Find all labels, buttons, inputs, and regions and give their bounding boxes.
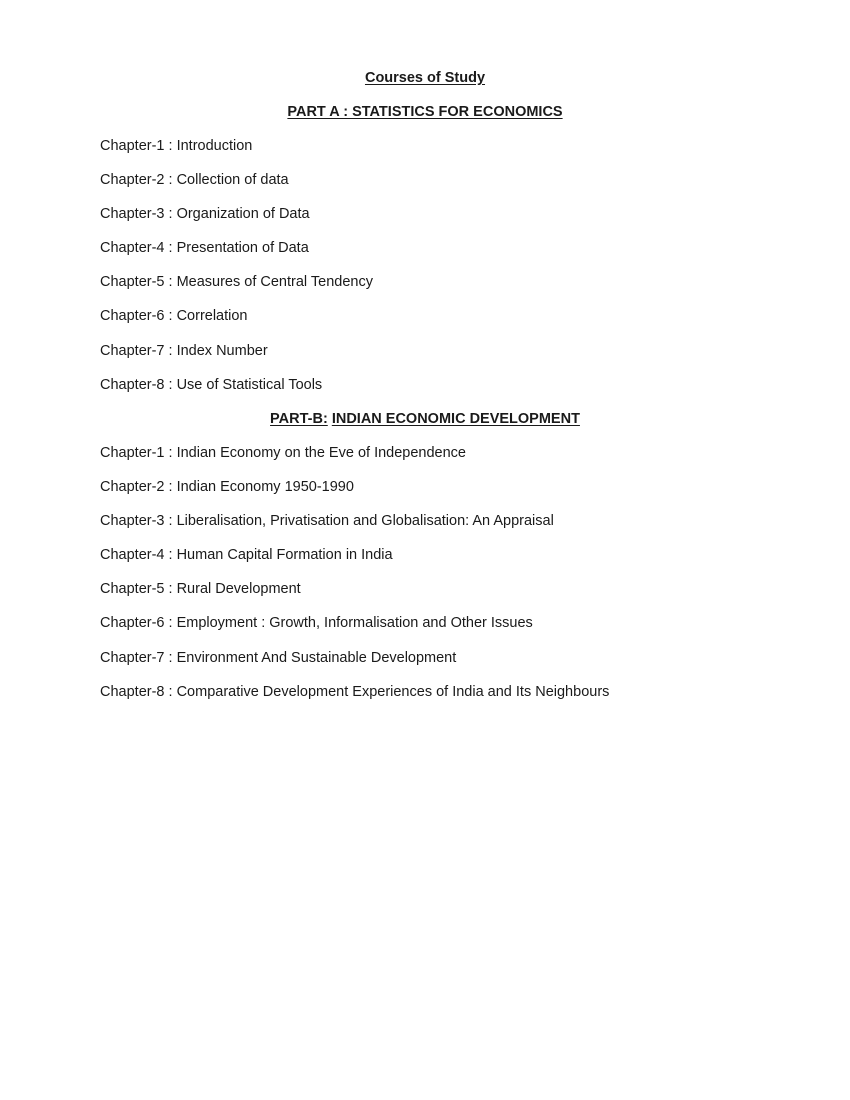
list-item <box>100 342 373 376</box>
list-item <box>100 171 373 205</box>
chapter-number: Chapter-1 : <box>100 138 173 154</box>
chapter-title: Correlation <box>176 308 248 325</box>
chapter-title: Index Number <box>176 342 268 359</box>
chapter-number: Chapter-2 : <box>100 479 173 496</box>
chapter-title: Comparative Development Experiences of India and Its Neighbours <box>176 683 610 700</box>
chapter-number: Chapter-3 : <box>100 513 173 530</box>
chapter-title: Introduction <box>176 138 253 154</box>
chapter-title: Human Capital Formation in India <box>176 547 393 564</box>
part-b-heading-prefix: PART-B: <box>270 411 328 427</box>
chapter-number: Chapter-8 : <box>100 376 173 393</box>
page-title-text: Courses of Study <box>364 70 486 86</box>
list-item <box>100 239 373 273</box>
chapter-title: Use of Statistical Tools <box>176 376 323 393</box>
part-b-heading <box>0 410 850 428</box>
chapter-number: Chapter-2 : <box>100 172 173 189</box>
chapter-number: Chapter-6 : <box>100 308 173 325</box>
list-item <box>100 273 373 307</box>
list-item <box>100 205 373 239</box>
chapter-title: Indian Economy on the Eve of Independence <box>176 445 466 461</box>
chapter-number: Chapter-5 : <box>100 581 173 598</box>
chapter-title: Liberalisation, Privatisation and Globalisation: An Appraisal <box>176 513 554 530</box>
list-item <box>100 376 373 410</box>
list-item <box>100 137 373 171</box>
part-a-chapter-list <box>100 137 373 410</box>
list-item <box>100 478 609 512</box>
part-b-heading-text: INDIAN ECONOMIC DEVELOPMENT <box>331 411 580 427</box>
chapter-number: Chapter-8 : <box>100 683 173 700</box>
chapter-number: Chapter-7 : <box>100 649 173 666</box>
chapter-number: Chapter-6 : <box>100 615 173 632</box>
chapter-title: Rural Development <box>176 581 301 598</box>
list-item <box>100 614 609 648</box>
list-item <box>100 580 609 614</box>
part-b-chapter-list <box>100 444 609 717</box>
list-item <box>100 512 609 546</box>
list-item <box>100 683 609 717</box>
chapter-title: Indian Economy 1950-1990 <box>176 479 354 496</box>
chapter-title: Collection of data <box>176 172 289 189</box>
chapter-number: Chapter-4 : <box>100 240 173 257</box>
list-item <box>100 307 373 341</box>
chapter-number: Chapter-3 : <box>100 206 173 223</box>
chapter-title: Organization of Data <box>176 206 310 223</box>
chapter-number: Chapter-7 : <box>100 342 173 359</box>
chapter-title: Employment : Growth, Informalisation and Other Issues <box>176 615 533 632</box>
chapter-number: Chapter-4 : <box>100 547 173 564</box>
page-title <box>0 69 850 87</box>
chapter-number: Chapter-5 : <box>100 274 173 291</box>
chapter-title: Presentation of Data <box>176 240 309 257</box>
chapter-title: Measures of Central Tendency <box>176 274 373 291</box>
list-item <box>100 546 609 580</box>
part-a-heading <box>0 103 850 121</box>
list-item <box>100 444 609 478</box>
list-item <box>100 649 609 683</box>
part-a-heading-text: PART A : STATISTICS FOR ECONOMICS <box>287 104 563 120</box>
chapter-number: Chapter-1 : <box>100 445 173 461</box>
chapter-title: Environment And Sustainable Development <box>176 649 457 666</box>
